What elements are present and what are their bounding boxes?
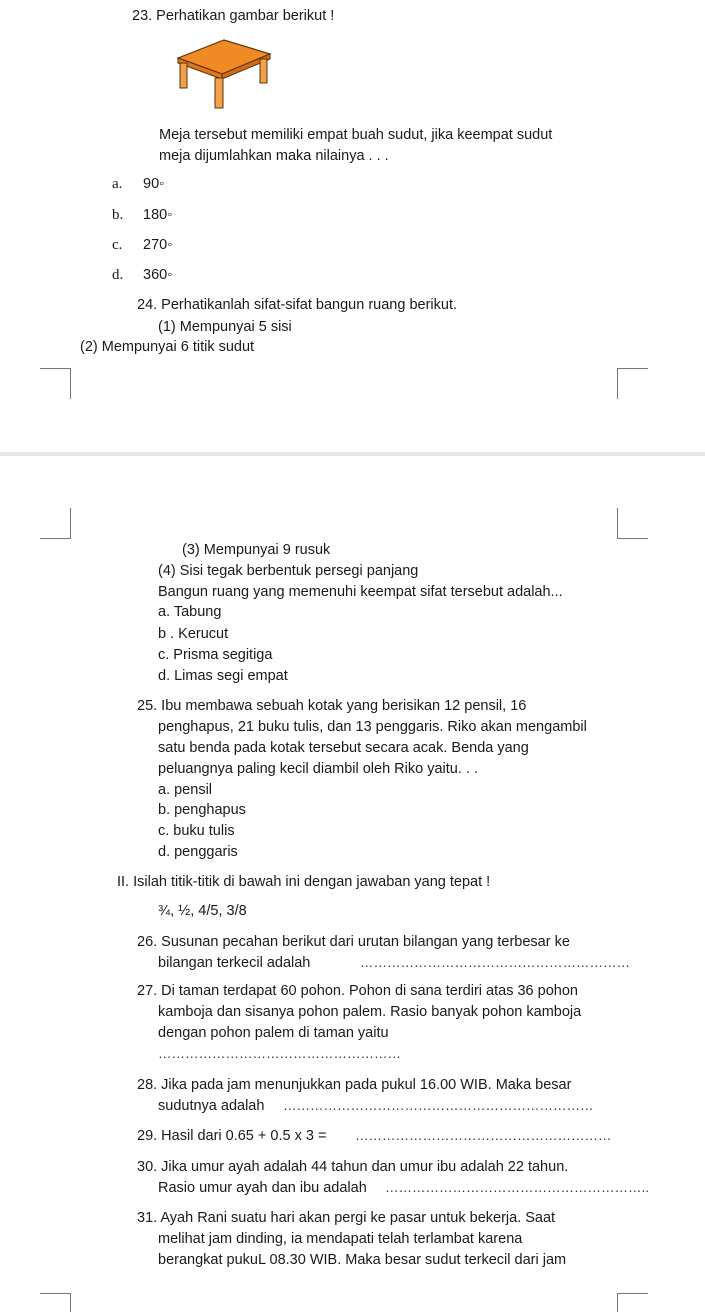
- page-gap: [0, 452, 705, 456]
- q25-option-a: a. pensil: [158, 782, 213, 798]
- section2-title: II. Isilah titik-titik di bawah ini dengan jawaban yang tepat !: [117, 874, 491, 890]
- q23-option-a-letter: a.: [112, 176, 123, 192]
- q26-line1: 26. Susunan pecahan berikut dari urutan bilangan yang terbesar ke: [137, 934, 570, 950]
- q27-line3: dengan pohon palem di taman yaitu: [158, 1025, 389, 1041]
- table-leg-front: [215, 78, 223, 108]
- table-top: [178, 40, 270, 74]
- q30-line1: 30. Jika umur ayah adalah 44 tahun dan umur ibu adalah 22 tahun.: [137, 1159, 569, 1175]
- q24-option-c: c. Prisma segitiga: [158, 647, 273, 663]
- crop-mark-bottom-left: [40, 508, 71, 539]
- q23-option-b-text: 180◦: [143, 207, 173, 223]
- q24-option-a: a. Tabung: [158, 604, 222, 620]
- q27-answer-blank[interactable]: ………………………………………………: [158, 1046, 401, 1061]
- q27-line2: kamboja dan sisanya pohon palem. Rasio banyak pohon kamboja: [158, 1004, 582, 1020]
- q28-line1: 28. Jika pada jam menunjukkan pada pukul 16.00 WIB. Maka besar: [137, 1077, 572, 1093]
- fractions-list: ¾, ½, 4/5, 3/8: [158, 903, 247, 919]
- q30-answer-blank[interactable]: …………………………………………………..: [385, 1180, 650, 1195]
- q24-prop-1: (1) Mempunyai 5 sisi: [158, 319, 292, 335]
- q25-line2: penghapus, 21 buku tulis, dan 13 penggaris. Riko akan mengambil: [158, 719, 587, 735]
- q23-option-c-text: 270◦: [143, 237, 173, 253]
- crop-mark-footer-left: [40, 1293, 71, 1312]
- q23-option-a-text: 90◦: [143, 176, 165, 192]
- crop-mark-top-right: [617, 368, 648, 399]
- table-leg-front-left: [180, 63, 187, 88]
- crop-mark-footer-right: [617, 1293, 648, 1312]
- q23-stem-line2: meja dijumlahkan maka nilainya . . .: [159, 148, 389, 164]
- q24-header: 24. Perhatikanlah sifat-sifat bangun ruang berikut.: [137, 297, 458, 313]
- q28-line2: sudutnya adalah: [158, 1098, 265, 1114]
- q24-option-b: b . Kerucut: [158, 626, 229, 642]
- q25-line3: satu benda pada kotak tersebut secara acak. Benda yang: [158, 740, 529, 756]
- q29-answer-blank[interactable]: …………………………………………………: [355, 1128, 612, 1143]
- q23-option-d-letter: d.: [112, 267, 124, 283]
- q31-line3: berangkat pukuL 08.30 WIB. Maka besar sudut terkecil dari jam: [158, 1252, 567, 1268]
- q24-prop-4: (4) Sisi tegak berbentuk persegi panjang: [158, 563, 419, 579]
- q24-question: Bangun ruang yang memenuhi keempat sifat tersebut adalah...: [158, 584, 563, 600]
- q24-prop-3: (3) Mempunyai 9 rusuk: [182, 542, 331, 558]
- q25-option-d: d. penggaris: [158, 844, 238, 860]
- q23-option-b-letter: b.: [112, 207, 124, 223]
- crop-mark-bottom-right: [617, 508, 648, 539]
- q23-stem-line1: Meja tersebut memiliki empat buah sudut, jika keempat sudut: [159, 127, 553, 143]
- q23-option-c-letter: c.: [112, 237, 123, 253]
- q24-option-d: d. Limas segi empat: [158, 668, 288, 684]
- q23-option-d-text: 360◦: [143, 267, 173, 283]
- q25-line1: 25. Ibu membawa sebuah kotak yang berisikan 12 pensil, 16: [137, 698, 527, 714]
- q31-line2: melihat jam dinding, ia mendapati telah terlambat karena: [158, 1231, 523, 1247]
- q31-line1: 31. Ayah Rani suatu hari akan pergi ke pasar untuk bekerja. Saat: [137, 1210, 556, 1226]
- q26-answer-blank[interactable]: ……………………………………………………: [360, 955, 630, 970]
- q26-line2: bilangan terkecil adalah: [158, 955, 311, 971]
- q24-prop-2: (2) Mempunyai 6 titik sudut: [80, 339, 255, 355]
- crop-mark-top-left: [40, 368, 71, 399]
- q25-option-c: c. buku tulis: [158, 823, 235, 839]
- q27-line1: 27. Di taman terdapat 60 pohon. Pohon di sana terdiri atas 36 pohon: [137, 983, 578, 999]
- table-illustration: [160, 32, 276, 112]
- table-leg-right: [260, 59, 267, 83]
- q29-text: 29. Hasil dari 0.65 + 0.5 x 3 =: [137, 1128, 327, 1144]
- q23-header: 23. Perhatikan gambar berikut !: [132, 8, 335, 24]
- q25-line4: peluangnya paling kecil diambil oleh Riko yaitu. . .: [158, 761, 478, 777]
- q28-answer-blank[interactable]: ……………………………………………………………: [283, 1098, 594, 1113]
- q25-option-b: b. penghapus: [158, 802, 246, 818]
- q30-line2: Rasio umur ayah dan ibu adalah: [158, 1180, 367, 1196]
